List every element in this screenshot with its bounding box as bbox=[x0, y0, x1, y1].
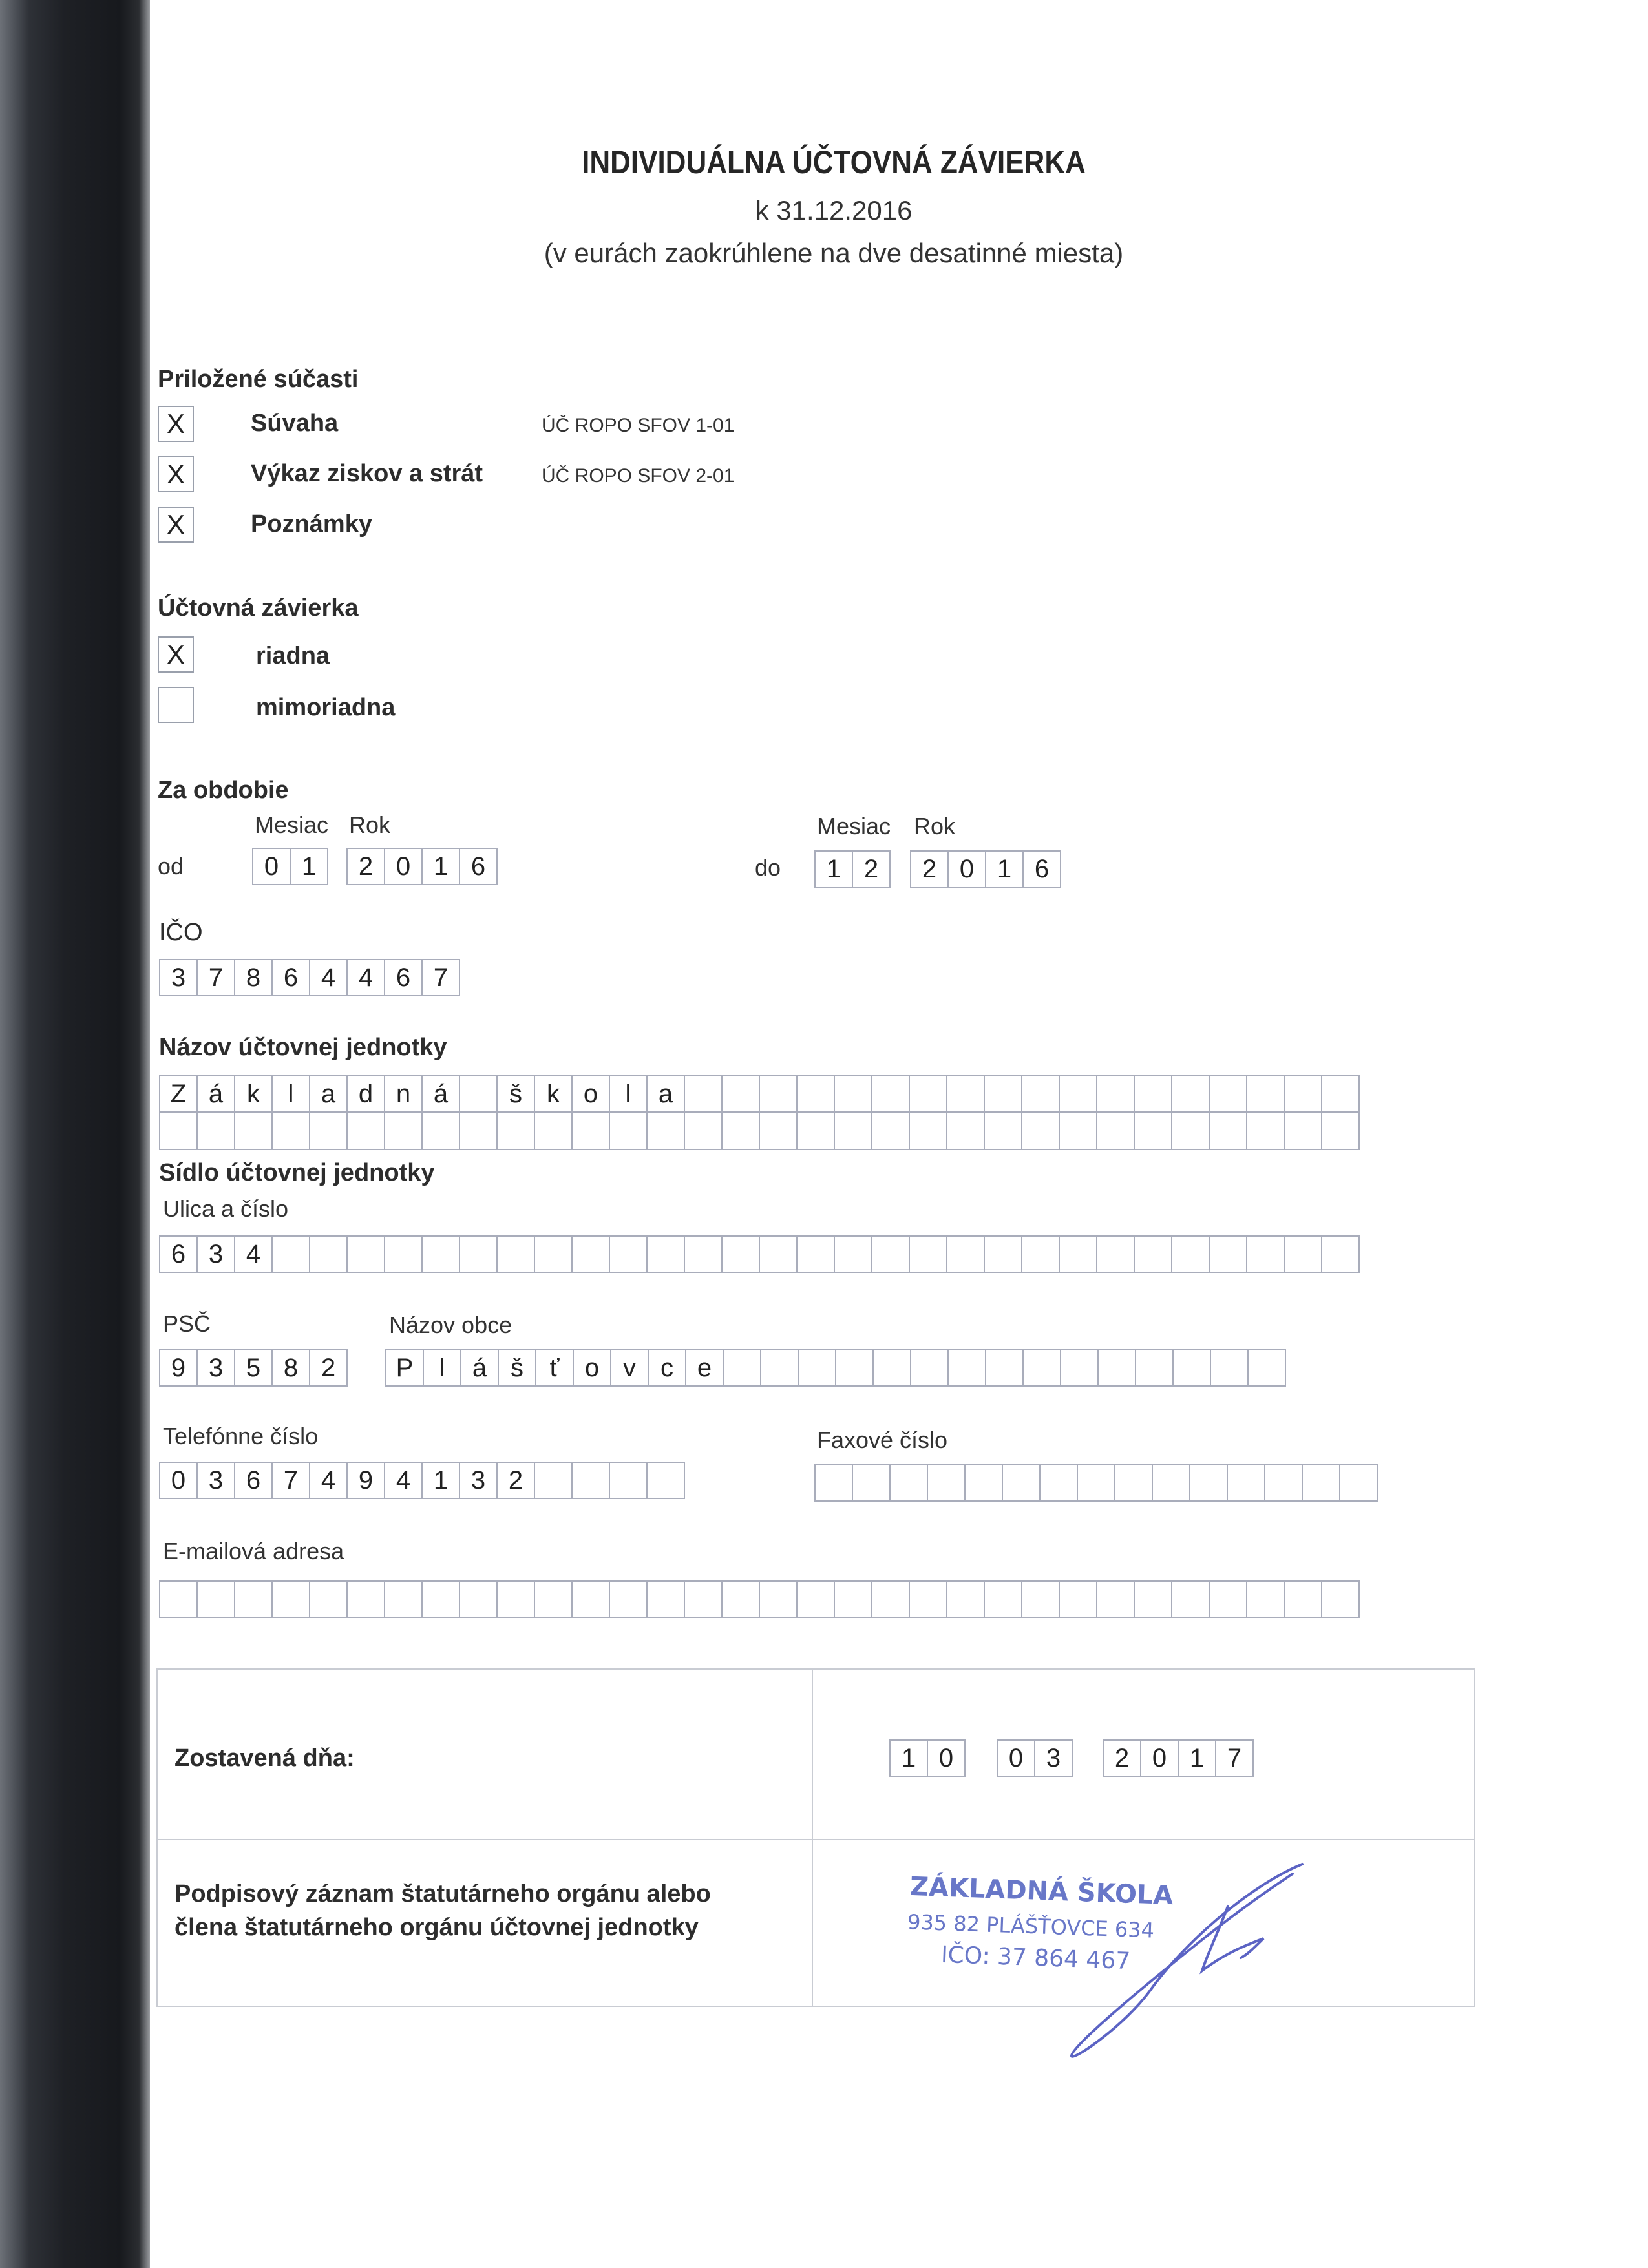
char-cell bbox=[759, 1113, 798, 1150]
char-cell bbox=[759, 1580, 798, 1618]
char-cell bbox=[871, 1580, 910, 1618]
char-cell bbox=[796, 1580, 835, 1618]
char-cell bbox=[1339, 1464, 1378, 1502]
char-cell bbox=[1171, 1235, 1210, 1273]
char-cell: 9 bbox=[346, 1462, 385, 1499]
digit-cell: 1 bbox=[1178, 1739, 1216, 1777]
char-cell bbox=[684, 1580, 723, 1618]
char-cell: 7 bbox=[271, 1462, 310, 1499]
char-cell bbox=[1059, 1235, 1097, 1273]
digit-cell: 7 bbox=[421, 959, 460, 996]
char-cell: š bbox=[498, 1349, 536, 1387]
char-cell bbox=[984, 1075, 1022, 1113]
digit-cell: 0 bbox=[947, 850, 986, 888]
char-cell bbox=[684, 1235, 723, 1273]
char-cell: n bbox=[384, 1075, 423, 1113]
char-cell bbox=[1114, 1464, 1153, 1502]
digit-cell: 1 bbox=[814, 850, 853, 888]
char-cell bbox=[909, 1113, 947, 1150]
signature-label-line-1: Podpisový záznam štatutárneho orgánu alebo bbox=[174, 1880, 711, 1907]
char-cell bbox=[459, 1075, 498, 1113]
char-cell bbox=[796, 1113, 835, 1150]
digit-cell: 0 bbox=[1140, 1739, 1179, 1777]
char-cell bbox=[159, 1113, 198, 1150]
char-cell: o bbox=[571, 1075, 610, 1113]
entity-name-label: Názov účtovnej jednotky bbox=[159, 1034, 447, 1061]
ico-field[interactable] bbox=[159, 959, 460, 996]
char-cell bbox=[271, 1235, 310, 1273]
char-cell bbox=[609, 1580, 648, 1618]
char-cell: 6 bbox=[159, 1235, 198, 1273]
digit-cell: 1 bbox=[290, 848, 328, 885]
attachment-code-suvaha: ÚČ ROPO SFOV 1-01 bbox=[542, 415, 735, 436]
char-cell bbox=[909, 1075, 947, 1113]
stamp-line-1: ZÁKLADNÁ ŠKOLA bbox=[909, 1871, 1174, 1911]
to-label: do bbox=[755, 854, 781, 881]
char-cell bbox=[309, 1580, 348, 1618]
char-cell bbox=[723, 1349, 761, 1387]
char-cell bbox=[1209, 1580, 1247, 1618]
char-cell bbox=[346, 1580, 385, 1618]
digit-cell: 0 bbox=[384, 848, 423, 885]
street-field[interactable] bbox=[159, 1235, 1360, 1273]
char-cell bbox=[759, 1235, 798, 1273]
char-cell: l bbox=[609, 1075, 648, 1113]
char-cell bbox=[834, 1580, 872, 1618]
char-cell bbox=[309, 1113, 348, 1150]
char-cell bbox=[1134, 1235, 1172, 1273]
char-cell bbox=[384, 1580, 423, 1618]
digit-cell: 6 bbox=[459, 848, 498, 885]
char-cell bbox=[1059, 1580, 1097, 1618]
char-cell bbox=[1134, 1580, 1172, 1618]
fax-field[interactable] bbox=[814, 1464, 1378, 1502]
char-cell bbox=[421, 1113, 460, 1150]
digit-cell: 8 bbox=[234, 959, 273, 996]
footer-divider-vertical bbox=[812, 1668, 813, 2007]
char-cell bbox=[496, 1235, 535, 1273]
char-cell bbox=[834, 1113, 872, 1150]
char-cell bbox=[1096, 1075, 1135, 1113]
char-cell bbox=[271, 1580, 310, 1618]
char-cell bbox=[1077, 1464, 1115, 1502]
char-cell bbox=[946, 1235, 985, 1273]
char-cell bbox=[1021, 1113, 1060, 1150]
char-cell: l bbox=[271, 1075, 310, 1113]
char-cell bbox=[1321, 1075, 1360, 1113]
char-cell bbox=[1321, 1235, 1360, 1273]
attachment-checkbox-suvaha[interactable]: X bbox=[158, 406, 194, 442]
char-cell bbox=[609, 1462, 648, 1499]
char-cell: 8 bbox=[271, 1349, 310, 1387]
char-cell: 4 bbox=[309, 1462, 348, 1499]
char-cell bbox=[946, 1113, 985, 1150]
char-cell bbox=[909, 1580, 947, 1618]
char-cell bbox=[796, 1075, 835, 1113]
phone-field[interactable] bbox=[159, 1462, 685, 1499]
char-cell: Z bbox=[159, 1075, 198, 1113]
char-cell bbox=[1096, 1580, 1135, 1618]
char-cell bbox=[852, 1464, 891, 1502]
char-cell bbox=[534, 1462, 573, 1499]
char-cell bbox=[984, 1235, 1022, 1273]
attachment-label-suvaha: Súvaha bbox=[251, 410, 339, 437]
char-cell bbox=[684, 1075, 723, 1113]
char-cell bbox=[721, 1580, 760, 1618]
char-cell: 3 bbox=[196, 1235, 235, 1273]
char-cell: 3 bbox=[196, 1462, 235, 1499]
char-cell bbox=[910, 1349, 949, 1387]
char-cell bbox=[271, 1113, 310, 1150]
char-cell bbox=[1134, 1113, 1172, 1150]
report-date: k 31.12.2016 bbox=[755, 195, 913, 226]
attachment-label-poznamky: Poznámky bbox=[251, 510, 372, 538]
char-cell bbox=[1021, 1235, 1060, 1273]
char-cell bbox=[1209, 1075, 1247, 1113]
psc-field[interactable] bbox=[159, 1349, 348, 1387]
digit-cell: 2 bbox=[346, 848, 385, 885]
char-cell: á bbox=[421, 1075, 460, 1113]
digit-cell: 2 bbox=[1103, 1739, 1141, 1777]
char-cell bbox=[196, 1580, 235, 1618]
statement-type-heading: Účtovná závierka bbox=[158, 594, 359, 622]
char-cell: o bbox=[573, 1349, 611, 1387]
char-cell: 3 bbox=[196, 1349, 235, 1387]
to-month-field[interactable] bbox=[814, 850, 891, 888]
char-cell bbox=[571, 1580, 610, 1618]
digit-cell: 4 bbox=[346, 959, 385, 996]
signature-label-line-2: člena štatutárneho orgánu účtovnej jednotky bbox=[174, 1914, 699, 1941]
char-cell bbox=[1284, 1580, 1322, 1618]
char-cell bbox=[159, 1580, 198, 1618]
char-cell bbox=[985, 1349, 1024, 1387]
char-cell: 0 bbox=[159, 1462, 198, 1499]
char-cell bbox=[760, 1349, 799, 1387]
char-cell bbox=[384, 1113, 423, 1150]
city-label: Názov obce bbox=[389, 1312, 512, 1338]
char-cell bbox=[1152, 1464, 1190, 1502]
char-cell bbox=[984, 1580, 1022, 1618]
char-cell bbox=[984, 1113, 1022, 1150]
digit-cell: 6 bbox=[1022, 850, 1061, 888]
char-cell bbox=[871, 1075, 910, 1113]
char-cell bbox=[814, 1464, 853, 1502]
page-title: INDIVIDUÁLNA ÚČTOVNÁ ZÁVIERKA bbox=[582, 144, 1086, 180]
char-cell: 6 bbox=[234, 1462, 273, 1499]
char-cell bbox=[721, 1075, 760, 1113]
statement-checkbox-mimoriadna[interactable] bbox=[158, 687, 194, 723]
char-cell bbox=[1059, 1113, 1097, 1150]
char-cell bbox=[646, 1235, 685, 1273]
attachment-label-vykaz: Výkaz ziskov a strát bbox=[251, 460, 483, 487]
attachments-heading: Priložené súčasti bbox=[158, 366, 359, 393]
char-cell bbox=[1189, 1464, 1228, 1502]
char-cell bbox=[534, 1235, 573, 1273]
char-cell bbox=[1021, 1075, 1060, 1113]
char-cell: a bbox=[646, 1075, 685, 1113]
char-cell: P bbox=[385, 1349, 424, 1387]
char-cell bbox=[796, 1235, 835, 1273]
char-cell bbox=[571, 1235, 610, 1273]
char-cell bbox=[234, 1580, 273, 1618]
compiled-month-field[interactable] bbox=[997, 1739, 1073, 1777]
to-month-label: Mesiac bbox=[817, 813, 891, 839]
char-cell bbox=[1284, 1075, 1322, 1113]
char-cell bbox=[609, 1235, 648, 1273]
char-cell bbox=[421, 1580, 460, 1618]
email-label: E-mailová adresa bbox=[163, 1538, 344, 1564]
from-year-field[interactable] bbox=[346, 848, 498, 885]
char-cell bbox=[496, 1580, 535, 1618]
email-field[interactable] bbox=[159, 1580, 1360, 1618]
address-heading: Sídlo účtovnej jednotky bbox=[159, 1159, 435, 1186]
char-cell: 2 bbox=[496, 1462, 535, 1499]
digit-cell: 6 bbox=[271, 959, 310, 996]
char-cell bbox=[1039, 1464, 1078, 1502]
ico-label: IČO bbox=[159, 919, 203, 946]
char-cell: á bbox=[196, 1075, 235, 1113]
char-cell bbox=[234, 1113, 273, 1150]
digit-cell: 7 bbox=[1215, 1739, 1254, 1777]
char-cell bbox=[1321, 1580, 1360, 1618]
digit-cell: 3 bbox=[159, 959, 198, 996]
from-month-field[interactable] bbox=[252, 848, 328, 885]
entity-name-row-1[interactable] bbox=[159, 1075, 1360, 1113]
digit-cell: 0 bbox=[927, 1739, 966, 1777]
char-cell bbox=[1134, 1075, 1172, 1113]
digit-cell: 1 bbox=[421, 848, 460, 885]
char-cell bbox=[1059, 1075, 1097, 1113]
char-cell bbox=[1246, 1075, 1285, 1113]
char-cell bbox=[1302, 1464, 1340, 1502]
char-cell bbox=[798, 1349, 836, 1387]
char-cell bbox=[1096, 1113, 1135, 1150]
to-year-label: Rok bbox=[914, 813, 956, 839]
char-cell bbox=[571, 1113, 610, 1150]
char-cell bbox=[1321, 1113, 1360, 1150]
char-cell bbox=[1210, 1349, 1249, 1387]
digit-cell: 2 bbox=[852, 850, 891, 888]
char-cell bbox=[646, 1113, 685, 1150]
char-cell bbox=[835, 1349, 874, 1387]
binding-spine bbox=[0, 0, 150, 2268]
digit-cell: 2 bbox=[910, 850, 949, 888]
char-cell bbox=[384, 1235, 423, 1273]
char-cell bbox=[459, 1235, 498, 1273]
char-cell bbox=[1264, 1464, 1303, 1502]
char-cell bbox=[1246, 1580, 1285, 1618]
char-cell: 5 bbox=[234, 1349, 273, 1387]
char-cell: k bbox=[234, 1075, 273, 1113]
char-cell bbox=[1171, 1075, 1210, 1113]
char-cell bbox=[646, 1462, 685, 1499]
digit-cell: 4 bbox=[309, 959, 348, 996]
char-cell bbox=[1135, 1349, 1174, 1387]
char-cell bbox=[646, 1580, 685, 1618]
char-cell bbox=[421, 1235, 460, 1273]
char-cell bbox=[1002, 1464, 1041, 1502]
char-cell bbox=[1209, 1235, 1247, 1273]
char-cell bbox=[1022, 1349, 1061, 1387]
char-cell bbox=[889, 1464, 928, 1502]
char-cell bbox=[871, 1235, 910, 1273]
char-cell bbox=[946, 1075, 985, 1113]
char-cell: 4 bbox=[384, 1462, 423, 1499]
from-year-label: Rok bbox=[349, 812, 391, 838]
compiled-day-field[interactable] bbox=[889, 1739, 966, 1777]
char-cell bbox=[309, 1235, 348, 1273]
char-cell bbox=[721, 1235, 760, 1273]
from-label: od bbox=[158, 853, 184, 879]
char-cell bbox=[1284, 1235, 1322, 1273]
char-cell bbox=[947, 1349, 986, 1387]
char-cell bbox=[346, 1113, 385, 1150]
char-cell: š bbox=[496, 1075, 535, 1113]
char-cell bbox=[1227, 1464, 1265, 1502]
char-cell: 1 bbox=[421, 1462, 460, 1499]
char-cell: e bbox=[685, 1349, 724, 1387]
from-month-label: Mesiac bbox=[255, 812, 329, 838]
char-cell bbox=[609, 1113, 648, 1150]
char-cell bbox=[196, 1113, 235, 1150]
stamp-line-2: 935 82 PLÁŠŤOVCE 634 bbox=[907, 1909, 1155, 1943]
char-cell bbox=[1284, 1113, 1322, 1150]
char-cell: 3 bbox=[459, 1462, 498, 1499]
char-cell bbox=[964, 1464, 1003, 1502]
city-field[interactable] bbox=[385, 1349, 1286, 1387]
street-label: Ulica a číslo bbox=[163, 1195, 289, 1222]
char-cell: c bbox=[648, 1349, 686, 1387]
char-cell bbox=[346, 1235, 385, 1273]
char-cell: d bbox=[346, 1075, 385, 1113]
char-cell bbox=[1171, 1113, 1210, 1150]
char-cell bbox=[1209, 1113, 1247, 1150]
char-cell bbox=[871, 1113, 910, 1150]
char-cell bbox=[459, 1113, 498, 1150]
char-cell bbox=[909, 1235, 947, 1273]
char-cell bbox=[1246, 1235, 1285, 1273]
signature-scribble bbox=[1034, 1848, 1318, 2068]
char-cell bbox=[1246, 1113, 1285, 1150]
char-cell bbox=[684, 1113, 723, 1150]
char-cell bbox=[1060, 1349, 1099, 1387]
char-cell bbox=[927, 1464, 966, 1502]
char-cell: l bbox=[423, 1349, 461, 1387]
char-cell: 4 bbox=[234, 1235, 273, 1273]
phone-label: Telefónne číslo bbox=[163, 1423, 319, 1449]
char-cell: 9 bbox=[159, 1349, 198, 1387]
fax-label: Faxové číslo bbox=[817, 1427, 948, 1453]
digit-cell: 0 bbox=[997, 1739, 1035, 1777]
digit-cell: 1 bbox=[889, 1739, 928, 1777]
period-heading: Za obdobie bbox=[158, 777, 289, 804]
char-cell: 2 bbox=[309, 1349, 348, 1387]
attachment-checkbox-poznamky[interactable]: X bbox=[158, 507, 194, 543]
char-cell bbox=[571, 1462, 610, 1499]
char-cell bbox=[496, 1113, 535, 1150]
char-cell bbox=[534, 1113, 573, 1150]
char-cell bbox=[1096, 1235, 1135, 1273]
char-cell: v bbox=[610, 1349, 649, 1387]
char-cell bbox=[1097, 1349, 1136, 1387]
char-cell bbox=[1021, 1580, 1060, 1618]
digit-cell: 7 bbox=[196, 959, 235, 996]
attachment-checkbox-vykaz[interactable]: X bbox=[158, 456, 194, 492]
char-cell: k bbox=[534, 1075, 573, 1113]
digit-cell: 1 bbox=[985, 850, 1024, 888]
char-cell bbox=[534, 1580, 573, 1618]
compiled-date-label: Zostavená dňa: bbox=[174, 1745, 355, 1772]
char-cell bbox=[872, 1349, 911, 1387]
char-cell bbox=[721, 1113, 760, 1150]
compiled-year-field[interactable] bbox=[1103, 1739, 1254, 1777]
char-cell bbox=[834, 1235, 872, 1273]
statement-label-riadna: riadna bbox=[256, 642, 330, 669]
attachment-code-vykaz: ÚČ ROPO SFOV 2-01 bbox=[542, 465, 735, 487]
digit-cell: 0 bbox=[252, 848, 291, 885]
to-year-field[interactable] bbox=[910, 850, 1061, 888]
psc-label: PSČ bbox=[163, 1310, 211, 1337]
char-cell bbox=[1172, 1349, 1211, 1387]
digit-cell: 6 bbox=[384, 959, 423, 996]
char-cell: a bbox=[309, 1075, 348, 1113]
statement-checkbox-riadna[interactable]: X bbox=[158, 636, 194, 673]
char-cell bbox=[834, 1075, 872, 1113]
char-cell bbox=[1171, 1580, 1210, 1618]
char-cell bbox=[946, 1580, 985, 1618]
char-cell: á bbox=[460, 1349, 499, 1387]
char-cell bbox=[459, 1580, 498, 1618]
char-cell bbox=[759, 1075, 798, 1113]
char-cell: ť bbox=[535, 1349, 574, 1387]
digit-cell: 3 bbox=[1034, 1739, 1073, 1777]
char-cell bbox=[1247, 1349, 1286, 1387]
footer-divider-horizontal bbox=[156, 1839, 1475, 1840]
units-note: (v eurách zaokrúhlene na dve desatinné miesta) bbox=[544, 238, 1124, 268]
entity-name-row-2[interactable] bbox=[159, 1113, 1360, 1150]
stamp-line-3: IČO: 37 864 467 bbox=[940, 1941, 1131, 1975]
statement-label-mimoriadna: mimoriadna bbox=[256, 694, 396, 721]
